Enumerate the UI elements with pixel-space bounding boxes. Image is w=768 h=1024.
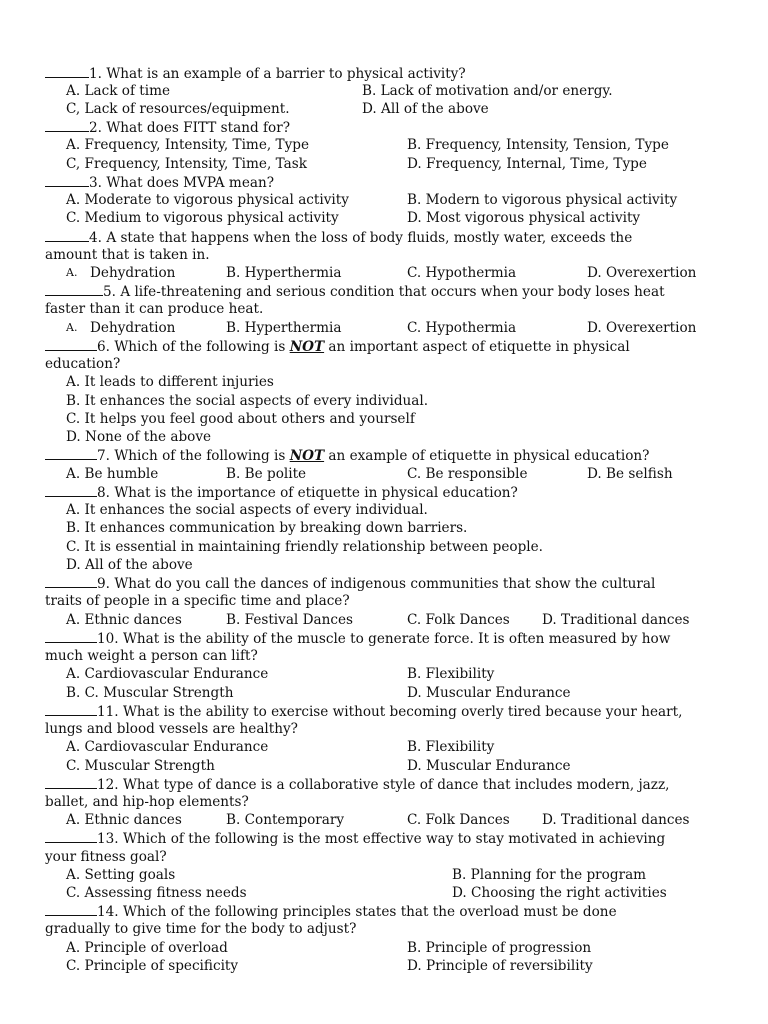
question-text: A life-threatening and serious condition that occurs when your body loses heat — [120, 284, 665, 300]
question-9 — [45, 574, 655, 592]
option-d: D. Muscular Endurance — [407, 685, 571, 701]
option-d: D. Traditional dances — [542, 612, 690, 628]
answer-blank[interactable] — [45, 118, 89, 132]
question-number: 11. — [97, 704, 119, 720]
question-1 — [45, 64, 466, 82]
question-7 — [45, 446, 649, 464]
question-text-continued: education? — [45, 356, 121, 372]
question-text-continued: amount that is taken in. — [45, 247, 210, 263]
option-a: Dehydration — [90, 265, 176, 281]
option-b: B. Flexibility — [407, 739, 495, 755]
question-text: What do you call the dances of indigenous communities that show the cultural — [114, 576, 656, 592]
answer-blank[interactable] — [45, 775, 97, 789]
question-text-continued: much weight a person can lift? — [45, 648, 258, 664]
question-text-continued: faster than it can produce heat. — [45, 301, 264, 317]
emphasis-not: NOT — [289, 339, 325, 355]
option-b: B. Planning for the program — [452, 867, 647, 883]
answer-blank[interactable] — [45, 629, 97, 643]
question-text: A state that happens when the loss of body fluids, mostly water, exceeds the — [106, 230, 633, 246]
option-b: B. Hyperthermia — [226, 265, 342, 281]
emphasis-not: NOT — [289, 448, 325, 464]
option-d: D. Traditional dances — [542, 812, 690, 828]
option-letter: A. — [66, 321, 78, 334]
option-a: A. Be humble — [66, 466, 159, 482]
option-b: B. Contemporary — [226, 812, 345, 828]
question-number: 1. — [89, 66, 102, 82]
question-12 — [45, 775, 669, 793]
answer-blank[interactable] — [45, 483, 97, 497]
option-a: A. Lack of time — [66, 83, 171, 99]
question-text: What is the ability to exercise without becoming overly tired because your heart, — [122, 704, 683, 720]
option-letter: A. — [66, 266, 78, 279]
option-a: A. Ethnic dances — [66, 612, 182, 628]
option-b: B. Lack of motivation and/or energy. — [362, 83, 613, 99]
option-a: A. It enhances the social aspects of every individual. — [66, 502, 428, 518]
question-text: an important aspect of etiquette in physical — [324, 339, 630, 355]
option-c: C. Folk Dances — [407, 812, 510, 828]
question-number: 6. — [97, 339, 110, 355]
question-text: What is the ability of the muscle to generate force. It is often measured by how — [122, 631, 671, 647]
option-c: C. It is essential in maintaining friendly relationship between people. — [66, 539, 543, 555]
question-number: 9. — [97, 576, 110, 592]
option-c: B. C. Muscular Strength — [66, 685, 234, 701]
question-14 — [45, 902, 617, 920]
option-a: A. Moderate to vigorous physical activity — [66, 192, 349, 208]
question-text-continued: traits of people in a specific time and place? — [45, 593, 350, 609]
answer-blank[interactable] — [45, 228, 89, 242]
option-d: D. Most vigorous physical activity — [407, 210, 641, 226]
question-11 — [45, 702, 682, 720]
option-d: D. Overexertion — [587, 265, 697, 281]
question-text: What is the importance of etiquette in physical education? — [114, 485, 518, 501]
question-number: 8. — [97, 485, 110, 501]
option-c: C. It helps you feel good about others and yourself — [66, 411, 415, 427]
option-c: C. Hypothermia — [407, 265, 517, 281]
option-b: B. Be polite — [226, 466, 307, 482]
question-text-continued: gradually to give time for the body to adjust? — [45, 921, 357, 937]
question-number: 14. — [97, 904, 119, 920]
option-b: B. Festival Dances — [226, 612, 353, 628]
question-8 — [45, 483, 518, 501]
question-text: What type of dance is a collaborative style of dance that includes modern, jazz, — [122, 777, 670, 793]
question-number: 7. — [97, 448, 110, 464]
question-text: What does FITT stand for? — [106, 120, 290, 136]
question-6 — [45, 337, 630, 355]
question-text: What is an example of a barrier to physical activity? — [106, 66, 466, 82]
option-a: A. It leads to different injuries — [66, 374, 274, 390]
option-c: C. Hypothermia — [407, 320, 517, 336]
option-a: A. Principle of overload — [66, 940, 228, 956]
option-d: D. None of the above — [66, 429, 212, 445]
option-d: D. All of the above — [362, 101, 489, 117]
option-d: D. Be selfish — [587, 466, 673, 482]
answer-blank[interactable] — [45, 282, 103, 296]
question-text: Which of the following is the most effective way to stay motivated in achieving — [122, 831, 666, 847]
option-b: B. Flexibility — [407, 666, 495, 682]
question-text: Which of the following principles states that the overload must be done — [122, 904, 617, 920]
answer-blank[interactable] — [45, 829, 97, 843]
option-d: D. Frequency, Internal, Time, Type — [407, 156, 647, 172]
answer-blank[interactable] — [45, 337, 97, 351]
question-text-continued: ballet, and hip-hop elements? — [45, 794, 249, 810]
question-text-continued: your fitness goal? — [45, 849, 167, 865]
answer-blank[interactable] — [45, 446, 97, 460]
option-a: A. Cardiovascular Endurance — [66, 739, 269, 755]
option-b: B. Frequency, Intensity, Tension, Type — [407, 137, 669, 153]
option-b: B. Hyperthermia — [226, 320, 342, 336]
answer-blank[interactable] — [45, 64, 89, 78]
option-c: C. Be responsible — [407, 466, 528, 482]
question-number: 2. — [89, 120, 102, 136]
option-b: B. It enhances communication by breaking down barriers. — [66, 520, 468, 536]
option-c: C. Principle of specificity — [66, 958, 239, 974]
option-c: C. Folk Dances — [407, 612, 510, 628]
option-c: C. Muscular Strength — [66, 758, 215, 774]
question-13 — [45, 829, 665, 847]
question-5 — [45, 282, 665, 300]
question-text-continued: lungs and blood vessels are healthy? — [45, 721, 298, 737]
option-b: B. Modern to vigorous physical activity — [407, 192, 678, 208]
question-2 — [45, 118, 290, 136]
question-text: Which of the following is — [114, 448, 290, 464]
answer-blank[interactable] — [45, 173, 89, 187]
option-a: A. Setting goals — [66, 867, 176, 883]
question-text: What does MVPA mean? — [106, 175, 275, 191]
option-a: A. Cardiovascular Endurance — [66, 666, 269, 682]
option-c: C. Assessing fitness needs — [66, 885, 247, 901]
question-text: Which of the following is — [114, 339, 290, 355]
option-d: D. All of the above — [66, 557, 193, 573]
option-a: A. Frequency, Intensity, Time, Type — [66, 137, 309, 153]
option-c: C, Lack of resources/equipment. — [66, 101, 290, 117]
question-number: 13. — [97, 831, 119, 847]
option-d: D. Principle of reversibility — [407, 958, 593, 974]
option-c: C, Frequency, Intensity, Time, Task — [66, 156, 307, 172]
question-3 — [45, 173, 274, 191]
option-c: C. Medium to vigorous physical activity — [66, 210, 339, 226]
option-b: B. It enhances the social aspects of every individual. — [66, 393, 429, 409]
option-a: Dehydration — [90, 320, 176, 336]
question-number: 10. — [97, 631, 119, 647]
question-number: 12. — [97, 777, 119, 793]
option-d: D. Choosing the right activities — [452, 885, 667, 901]
question-4 — [45, 228, 632, 246]
answer-blank[interactable] — [45, 702, 97, 716]
option-a: A. Ethnic dances — [66, 812, 182, 828]
option-d: D. Overexertion — [587, 320, 697, 336]
question-number: 3. — [89, 175, 102, 191]
question-number: 4. — [89, 230, 102, 246]
option-d: D. Muscular Endurance — [407, 758, 571, 774]
question-text: an example of etiquette in physical education? — [324, 448, 650, 464]
question-10 — [45, 629, 670, 647]
option-b: B. Principle of progression — [407, 940, 592, 956]
answer-blank[interactable] — [45, 902, 97, 916]
question-number: 5. — [103, 284, 116, 300]
answer-blank[interactable] — [45, 574, 97, 588]
